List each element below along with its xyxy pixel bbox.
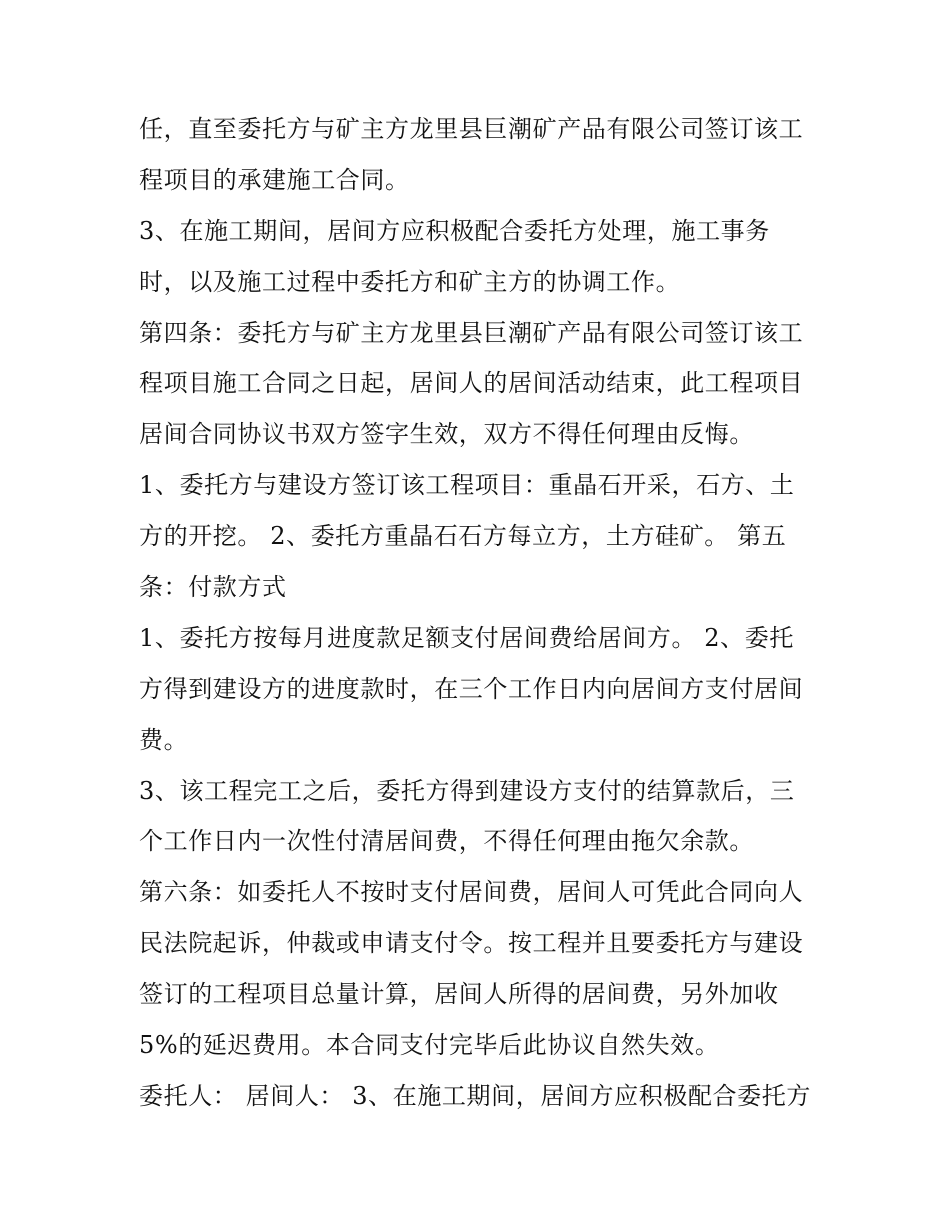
text-line: 第六条：如委托人不按时支付居间费，居间人可凭此合同向人 bbox=[139, 878, 804, 907]
text-line: 个工作日内一次性付清居间费，不得任何理由拖欠余款。 bbox=[139, 827, 754, 856]
text-line: 时，以及施工过程中委托方和矿主方的协调工作。 bbox=[139, 267, 681, 296]
text-line: 居间合同协议书双方签字生效，双方不得任何理由反悔。 bbox=[139, 420, 754, 449]
text-line: 1、委托方按每月进度款足额支付居间费给居间方。 2、委托 bbox=[139, 623, 794, 652]
text-line: 任，直至委托方与矿主方龙里县巨潮矿产品有限公司签订该工 bbox=[139, 115, 804, 143]
text-line: 5%的延迟费用。本合同支付完毕后此协议自然失效。 bbox=[139, 1031, 720, 1060]
text-line: 委托人： 居间人： 3、在施工期间，居间方应积极配合委托方 bbox=[139, 1081, 811, 1110]
text-line: 签订的工程项目总量计算，居间人所得的居间费，另外加收 bbox=[139, 980, 779, 1009]
text-line: 1、委托方与建设方签订该工程项目：重晶石开采，石方、土 bbox=[139, 471, 795, 500]
text-line: 方的开挖。 2、委托方重晶石石方每立方，土方硅矿。 第五 bbox=[139, 522, 787, 551]
text-line: 方得到建设方的进度款时，在三个工作日内向居间方支付居间 bbox=[139, 674, 804, 703]
text-line: 程项目的承建施工合同。 bbox=[139, 165, 410, 194]
text-line: 民法院起诉，仲裁或申请支付令。按工程并且要委托方与建设 bbox=[139, 929, 804, 958]
document-body bbox=[139, 104, 819, 1122]
text-line: 3、该工程完工之后，委托方得到建设方支付的结算款后，三 bbox=[139, 776, 795, 805]
text-line: 程项目施工合同之日起，居间人的居间活动结束，此工程项目 bbox=[139, 369, 804, 398]
text-line: 第四条：委托方与矿主方龙里县巨潮矿产品有限公司签订该工 bbox=[139, 318, 804, 347]
text-line: 条：付款方式 bbox=[139, 573, 287, 602]
text-line: 3、在施工期间，居间方应积极配合委托方处理，施工事务 bbox=[139, 216, 770, 245]
text-line: 费。 bbox=[139, 725, 189, 754]
